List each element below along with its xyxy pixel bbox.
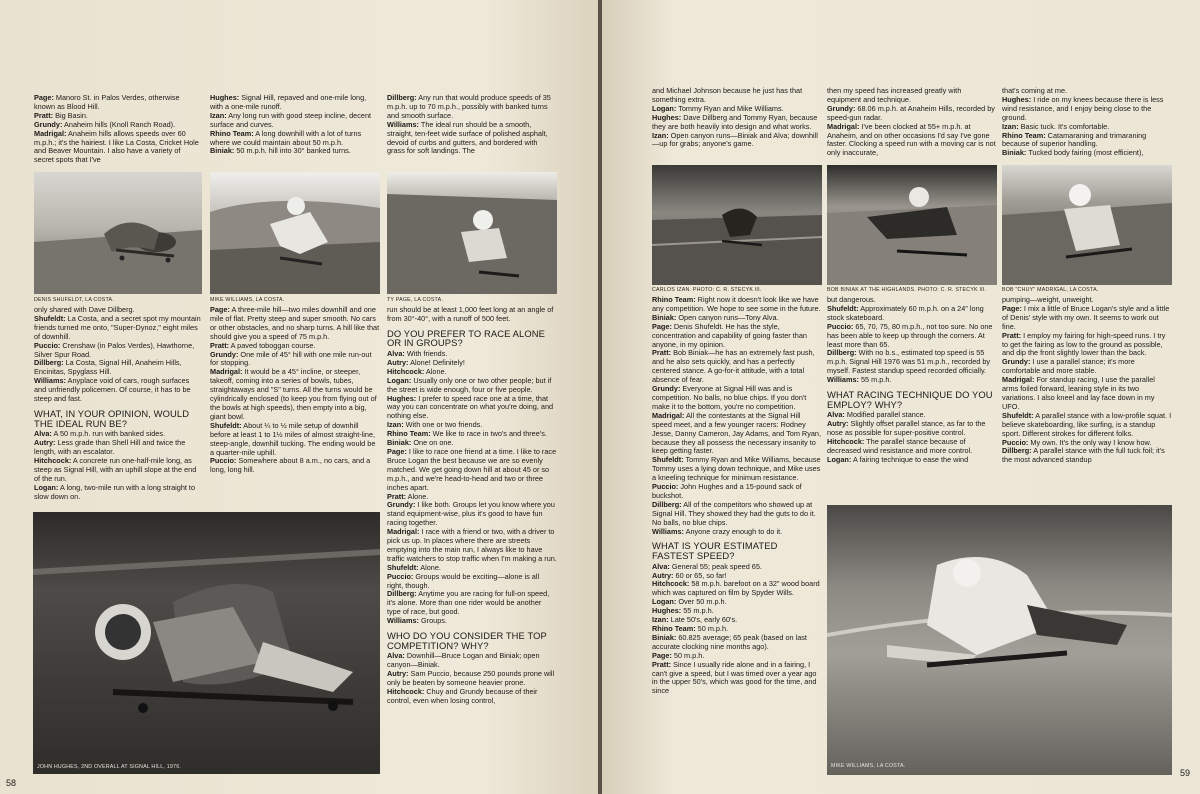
speaker-name: Madrigal:: [652, 410, 685, 420]
photo-bob-chuy-madrigal: [1002, 165, 1172, 285]
section-heading: WHAT RACING TECHNIQUE DO YOU EMPLOY? WHY?: [827, 389, 993, 410]
speaker-name: Williams:: [34, 376, 66, 386]
speaker-name: Shufeldt:: [210, 420, 242, 430]
answer-paragraph: [34, 484, 202, 502]
answer-paragraph: [1002, 447, 1172, 465]
speaker-name: Page:: [387, 446, 407, 456]
answer-paragraph: [1002, 149, 1172, 158]
answer-paragraph: [827, 420, 997, 438]
answer-paragraph: [827, 349, 997, 376]
answer-text: Any run that would produce speeds of 35 m.p.h. up to 70 m.p.h., possibly with banked turns and smooth surface.: [387, 94, 551, 120]
answer-text: 50 m.p.h.: [695, 624, 729, 633]
speaker-name: Hitchcock:: [652, 579, 690, 589]
answer-text: Groups.: [418, 616, 447, 626]
answer-text: Open canyon runs—Biniak and Alva; downhill—up for grabs; anyone's game.: [652, 130, 818, 149]
answer-text: Anaheim hills allows speeds over 60 m.p.h.; it's the hairiest. I like La Costa, Cricket Hole and Beaver Mountain. I also have a variety of secret spots that I've: [34, 128, 199, 165]
answer-text: A long, two-mile run with a long straight to slow down on.: [34, 482, 196, 501]
answer-text: Tommy Ryan and Mike Williams, because Tommy uses a lying down technique, and Mike uses a kneeling technique for minimum resistance.: [652, 455, 821, 483]
answer-paragraph: [34, 94, 202, 112]
speaker-name: Izan:: [210, 110, 227, 120]
answer-text: 60.825 average; 65 peak (based on last accurate clocking nine months ago).: [652, 632, 807, 651]
answer-paragraph: [1002, 132, 1172, 150]
answer-paragraph: [1002, 376, 1172, 412]
answer-paragraph: [387, 573, 557, 591]
answer-paragraph: [652, 501, 822, 528]
answer-text: We like to race in two's and three's.: [430, 429, 547, 439]
answer-paragraph: [387, 121, 557, 157]
speaker-name: Hughes:: [1002, 94, 1032, 104]
answer-paragraph: [210, 422, 380, 458]
speaker-name: Hitchcock:: [387, 366, 425, 376]
answer-text: Anytime you are racing for full-on speed, it's alone. More than one rider would be another type of race, but good.: [387, 589, 550, 617]
speaker-name: Autry:: [387, 357, 409, 367]
answer-text: Basic tuck. It's comfortable.: [1018, 121, 1110, 131]
left-col1-bottom: [34, 306, 202, 509]
answer-text: Tucked body fairing (most efficient),: [1026, 148, 1144, 158]
speaker-name: Madrigal:: [387, 527, 420, 537]
answer-text: John Hughes and a 15-pound sack of buckshot.: [652, 482, 802, 500]
speaker-name: Izan:: [652, 615, 669, 625]
left-page: [0, 0, 598, 794]
answer-text: pumping—weight, unweight.: [1002, 296, 1094, 304]
answer-text: Anaheim hills (Knoll Ranch Road).: [62, 119, 176, 129]
answer-paragraph: [827, 456, 997, 465]
answer-paragraph: [210, 457, 380, 475]
answer-paragraph: [387, 590, 557, 617]
answer-text: Usually only one or two other people; but if the street is wide enough, four or five people.: [387, 375, 552, 394]
section-heading: WHO DO YOU CONSIDER THE TOP COMPETITION? WHY?: [387, 630, 547, 651]
answer-text: All of the competitors who showed up at Signal Hill. They showed they had the guts to do it. No balls, no blue chips.: [652, 499, 816, 527]
answer-paragraph: [34, 342, 202, 360]
photo-denis-shufeldt: [34, 172, 202, 294]
photo-mike-williams-2: [827, 505, 1172, 775]
answer-text: Open canyon runs—Tony Alva.: [676, 312, 779, 322]
right-col2-top: [827, 87, 997, 165]
right-col3-bottom: [1002, 296, 1172, 502]
speaker-name: Hughes:: [387, 393, 417, 403]
answer-text: I use a parallel stance; it's more comfortable and more stable.: [1002, 357, 1135, 376]
answer-paragraph: [1002, 358, 1172, 376]
answer-text: Catamaraning and trimaraning because of superior handling.: [1002, 130, 1147, 149]
speaker-name: Pratt:: [652, 348, 672, 358]
answer-text: Downhill—Bruce Logan and Biniak; open canyon—Biniak.: [387, 651, 540, 670]
speaker-name: Hughes:: [652, 112, 682, 122]
answer-text: 68.06 m.p.h. at Anaheim Hills, recorded by speed-gun radar.: [827, 103, 995, 122]
speaker-name: Page:: [1002, 303, 1022, 313]
answer-text: With no b.s., estimated top speed is 55 m.p.h. Signal Hill 1976 was 51 m.p.h., recorded by myself. Fastest standup speed recorded officially.: [827, 348, 991, 376]
r-photo2-credit: BOB BINIAK AT THE HIGHLANDS. PHOTO: C. R. STECYK III.: [827, 287, 987, 293]
answer-text: Bob Biniak—he has an extremely fast push, and he also sets quickly, and has a perfectly centered stance. A go-for-it attitude, with a total absence of fear.: [652, 348, 815, 385]
speaker-name: Rhino Team:: [210, 128, 254, 138]
answer-text: Alone.: [406, 491, 429, 501]
left-col2-top: [210, 94, 378, 172]
answer-text: then my speed has increased greatly with equipment and technique.: [827, 87, 962, 104]
speaker-name: Autry:: [387, 669, 409, 679]
answer-text: 60 or 65, so far!: [673, 570, 727, 580]
speaker-name: Izan:: [387, 420, 404, 430]
answer-paragraph: [210, 130, 378, 148]
speaker-name: Dillberg:: [34, 358, 64, 368]
speaker-name: Page:: [34, 94, 54, 102]
answer-text: My own. It's the only way I know how.: [1028, 437, 1152, 447]
r-photo4-credit: MIKE WILLIAMS, LA COSTA.: [831, 763, 906, 769]
answer-text: I mix a little of Bruce Logan's style and a little of Denis' style with my own. It seems to work out fine.: [1002, 303, 1170, 331]
section-heading: WHAT, IN YOUR OPINION, WOULD THE IDEAL RUN BE?: [34, 407, 190, 429]
answer-text: Late 50's, early 60's.: [668, 615, 738, 625]
answer-text: Any long run with good steep incline, decent surface and curves.: [210, 110, 372, 129]
answer-text: A parallel stance with the full tuck foil; it's the most advanced standup: [1002, 446, 1165, 465]
answer-paragraph: [652, 87, 822, 105]
answer-text: About ¼ to ½ mile setup of downhill before at least 1 to 1½ miles of almost straight-line, steep-angle, downhill tucking. The ending would be a quarter-mile uphill.: [210, 420, 376, 457]
speaker-name: Williams:: [827, 375, 859, 385]
answer-text: and Michael Johnson because he just has that something extra.: [652, 87, 803, 104]
photo4-credit: JOHN HUGHES, 2ND OVERALL AT SIGNAL HILL, 1976.: [37, 764, 182, 770]
section-heading: WHAT IS YOUR ESTIMATED FASTEST SPEED?: [652, 540, 778, 562]
answer-text: A concrete run one-half-mile long, as steep as Signal Hill, with an uphill slope at the end of the run.: [34, 455, 197, 483]
answer-text: Tommy Ryan and Mike Williams.: [676, 103, 784, 113]
speaker-name: Grundy:: [387, 500, 416, 510]
photo-ty-page: [387, 172, 557, 294]
left-col2-bottom: [210, 306, 380, 509]
answer-paragraph: [1002, 332, 1172, 359]
answer-paragraph: [827, 123, 997, 159]
speaker-name: Grundy:: [652, 384, 681, 394]
answer-text: One mile of 45° hill with one mile run-out for stopping.: [210, 349, 372, 368]
answer-text: Signal Hill, repaved and one-mile long, with a one-mile runoff.: [210, 94, 367, 111]
answer-paragraph: [210, 306, 380, 342]
answer-text: Since I usually ride alone and in a fairing, I can't give a speed, but I was timed over a year ago in the upper 50's, which was good for the time, and since: [652, 659, 817, 696]
speaker-name: Puccio:: [34, 340, 61, 350]
speaker-name: Shufeldt:: [652, 455, 684, 465]
speaker-name: Rhino Team:: [387, 429, 431, 439]
answer-text: Alone! Definitely!: [408, 357, 465, 367]
photo-john-hughes: [33, 512, 380, 774]
answer-text: Big Basin.: [53, 110, 88, 120]
answer-paragraph: [652, 528, 822, 537]
answer-paragraph: [1002, 305, 1172, 332]
speaker-name: Dillberg:: [652, 499, 682, 509]
photo2-credit: MIKE WILLIAMS, LA COSTA.: [210, 297, 285, 303]
speaker-name: Madrigal:: [34, 128, 67, 138]
r-photo1-credit: CARLOS IZAN. PHOTO: C. R. STECYK III.: [652, 287, 762, 293]
answer-text: I like to race one friend at a time. I like to race Bruce Logan the best because we are so evenly matched. We get going down hill at about 45 or so m.p.h., and we're head-to-head and two or three inches apart.: [387, 446, 557, 492]
answer-text: Groups would be exciting—alone is all right, though.: [387, 571, 540, 590]
speaker-name: Dillberg:: [387, 94, 417, 102]
answer-paragraph: [652, 114, 822, 132]
answer-text: The parallel stance because of decreased wind resistance and more control.: [827, 436, 973, 455]
photo-bob-biniak: [827, 165, 997, 285]
answer-text: Crenshaw (in Palos Verdes), Hawthorne, Silver Spur Road.: [34, 340, 195, 359]
speaker-name: Biniak:: [1002, 148, 1027, 158]
answer-paragraph: [387, 670, 557, 688]
answer-text: A long downhill with a lot of turns where we could maintain about 50 m.p.h.: [210, 128, 362, 147]
speaker-name: Biniak:: [652, 312, 677, 322]
answer-paragraph: [387, 448, 557, 493]
section-heading: DO YOU PREFER TO RACE ALONE OR IN GROUPS?: [387, 327, 545, 349]
speaker-name: Alva:: [387, 349, 405, 358]
speaker-name: Williams:: [387, 616, 419, 626]
answer-paragraph: [210, 147, 378, 156]
speaker-name: Biniak:: [387, 438, 412, 448]
answer-paragraph: [387, 528, 557, 564]
left-col1-top: [34, 94, 202, 172]
speaker-name: Pratt:: [387, 491, 407, 501]
answer-paragraph: [1002, 96, 1172, 123]
speaker-name: Izan:: [652, 130, 669, 140]
answer-text: 55 m.p.h.: [681, 606, 714, 616]
speaker-name: Hitchcock:: [387, 686, 425, 696]
speaker-name: Puccio:: [1002, 437, 1029, 447]
answer-paragraph: [34, 457, 202, 484]
speaker-name: Puccio:: [652, 482, 679, 492]
answer-text: Dave Dillberg and Tommy Ryan, because they are both heavily into design and what works.: [652, 112, 818, 131]
answer-paragraph: [827, 105, 997, 123]
speaker-name: Grundy:: [210, 349, 239, 359]
right-col1-top: [652, 87, 822, 165]
answer-paragraph: [387, 617, 557, 626]
r-photo3-credit: BOB "CHUY" MADRIGAL, LA COSTA.: [1002, 287, 1099, 293]
speaker-name: Page:: [652, 650, 672, 660]
answer-text: Sam Puccio, because 250 pounds prone will only be beaten by someone heavier prone.: [387, 669, 555, 687]
speaker-name: Shufeldt:: [1002, 410, 1034, 420]
page-number-left: 58: [6, 778, 17, 788]
answer-paragraph: [387, 94, 557, 121]
answer-text: With one or two friends.: [403, 420, 483, 430]
answer-paragraph: [210, 368, 380, 421]
right-col2-bottom: [827, 296, 997, 502]
speaker-name: Rhino Team:: [652, 296, 696, 304]
answer-paragraph: [34, 359, 202, 377]
answer-text: A three-mile hill—two miles downhill and one mile of flat. Pretty steep and super smooth. No cars or other obstacles, and no sharp turns. A hill like that should give you a speed of 75 m.p.h.: [210, 306, 380, 341]
answer-paragraph: [652, 456, 822, 483]
answer-paragraph: [210, 112, 378, 130]
speaker-name: Page:: [210, 306, 230, 314]
left-col3-top: [387, 94, 557, 172]
speaker-name: Williams:: [387, 119, 419, 129]
answer-paragraph: [827, 438, 997, 456]
answer-text: 58 m.p.h. barefoot on a 32" wood board which was captured on film by Spyder Wills.: [652, 579, 820, 598]
speaker-name: Alva:: [652, 561, 670, 571]
answer-text: La Costa, Signal Hill, Anaheim Hills, Encinitas, Spyglass Hill.: [34, 358, 182, 377]
answer-paragraph: [652, 661, 822, 697]
speaker-name: Hitchcock:: [827, 436, 865, 446]
answer-paragraph: [652, 634, 822, 652]
answer-paragraph: [827, 323, 997, 350]
speaker-name: Rhino Team:: [1002, 130, 1046, 140]
answer-text: Over 50 m.p.h.: [676, 597, 727, 607]
answer-paragraph: [387, 377, 557, 395]
speaker-name: Page:: [652, 321, 672, 331]
answer-text: 50 m.p.h.: [671, 650, 705, 660]
right-page: [602, 0, 1200, 794]
speaker-name: Rhino Team:: [652, 624, 696, 633]
answer-text: All the contestants at the Signal Hill speed meet, and a few younger racers: Rodney Jesse, Danny Cameron, Jay Adams, and Tom Ryan, because they all possess the necessary insanity to keep getting faster.: [652, 410, 821, 456]
answer-text: With friends.: [404, 349, 448, 358]
photo3-credit: TY PAGE, LA COSTA.: [387, 297, 443, 303]
speaker-name: Logan:: [387, 375, 412, 385]
answer-paragraph: [387, 688, 557, 706]
answer-text: Right now it doesn't look like we have any competition. We hope to see some in the future.: [652, 296, 821, 313]
answer-text: 50 m.p.h. hill into 30° banked turns.: [234, 146, 351, 156]
photo-mike-williams-1: [210, 172, 380, 294]
answer-text: Chuy and Grundy because of their control, even when losing control,: [387, 686, 538, 705]
answer-text: I race with a friend or two, with a driver to pick us up. In places where there are streets emptying into the main run, I always like to have traffic watchers to stop traffic when I'm making a run.: [387, 527, 557, 563]
speaker-name: Pratt:: [652, 659, 672, 669]
answer-paragraph: [652, 132, 822, 150]
speaker-name: Shufeldt:: [827, 303, 859, 313]
speaker-name: Williams:: [652, 526, 684, 536]
speaker-name: Izan:: [1002, 121, 1019, 131]
speaker-name: Puccio:: [210, 456, 237, 466]
speaker-name: Pratt:: [1002, 330, 1022, 340]
answer-text: only shared with Dave Dillberg.: [34, 306, 135, 314]
answer-text: 55 m.p.h.: [858, 375, 892, 385]
answer-paragraph: [34, 130, 202, 166]
answer-text: run should be at least 1,000 feet long at an angle of from 30°-40°, with a runoff of 500 feet.: [387, 306, 554, 323]
answer-text: It would be a 45° incline, or steeper, takeoff, coming into a series of bowls, tubes, straightaways and "S" turns. All the turns would be cylindrically enclosed (to keep you from flying out of the bowls at high speeds), then empty into a big, giant bowl.: [210, 367, 377, 421]
answer-paragraph: [34, 377, 202, 404]
answer-paragraph: [652, 296, 822, 314]
answer-text: A paved toboggan course.: [229, 340, 316, 350]
answer-paragraph: [652, 349, 822, 385]
answer-text: A parallel stance with a low-profile squat. I believe skateboarding, like surfing, is a standup sport. Different strokes for different folks.: [1002, 410, 1172, 438]
speaker-name: Alva:: [387, 651, 405, 661]
answer-text: 65, 70, 75, 80 m.p.h., not too sure. No one has been able to keep up through the corners. At least more than 65.: [827, 321, 993, 349]
answer-text: General 55; peak speed 65.: [669, 561, 762, 571]
speaker-name: Dillberg:: [1002, 446, 1032, 456]
answer-text: Anyone crazy enough to do it.: [683, 526, 783, 536]
answer-paragraph: [827, 87, 997, 105]
speaker-name: Hughes:: [652, 606, 682, 616]
answer-paragraph: [652, 385, 822, 412]
answer-paragraph: [652, 483, 822, 501]
speaker-name: Logan:: [652, 103, 677, 113]
answer-paragraph: [34, 439, 202, 457]
answer-text: that's coming at me.: [1002, 87, 1068, 95]
answer-paragraph: [387, 395, 557, 422]
speaker-name: Dillberg:: [387, 589, 417, 599]
answer-paragraph: [210, 351, 380, 369]
answer-text: Approximately 60 m.p.h. on a 24" long stock skateboard.: [827, 303, 984, 322]
speaker-name: Puccio:: [827, 321, 854, 331]
answer-text: Less grade than Shell Hill and twice the length, with an escalator.: [34, 438, 186, 456]
answer-paragraph: [652, 580, 822, 598]
speaker-name: Grundy:: [827, 103, 856, 113]
answer-text: One on one.: [411, 438, 454, 448]
speaker-name: Shufeldt:: [387, 562, 419, 572]
answer-text: but dangerous.: [827, 296, 876, 304]
answer-text: Alone.: [418, 562, 441, 572]
left-col3-bottom: [387, 306, 557, 780]
answer-text: I've been clocked at 55+ m.p.h. at Anaheim, and on other occasions I'd say I've gone faster. Clocking a speed run with a moving car is not only inaccurate,: [827, 121, 996, 158]
speaker-name: Alva:: [34, 429, 52, 439]
speaker-name: Autry:: [827, 419, 849, 429]
speaker-name: Pratt:: [34, 110, 54, 120]
speaker-name: Biniak:: [652, 632, 677, 642]
answer-text: Manoro St. in Palos Verdes, otherwise known as Blood Hill.: [34, 94, 180, 111]
speaker-name: Hughes:: [210, 94, 240, 102]
answer-text: I employ my fairing for high-speed runs. I try to get the fairing as low to the ground as possible, and dip the front slightly lower than the back.: [1002, 330, 1166, 358]
answer-text: Somewhere about 8 a.m., no cars, and a long, long hill.: [210, 456, 371, 475]
answer-paragraph: [827, 305, 997, 323]
right-col1-bottom: [652, 296, 822, 780]
speaker-name: Logan:: [34, 482, 59, 492]
speaker-name: Grundy:: [34, 119, 63, 129]
answer-paragraph: [652, 412, 822, 457]
page-number-right: 59: [1180, 768, 1191, 778]
speaker-name: Dillberg:: [827, 348, 857, 358]
answer-text: A fairing technique to ease the wind: [851, 454, 969, 464]
answer-paragraph: [387, 306, 557, 324]
answer-text: I prefer to speed race one at a time, that way you can concentrate on what you're doing, and nothing else.: [387, 393, 554, 421]
answer-text: I like both. Groups let you know where you stand equipment-wise, plus it's good to have fun racing together.: [387, 500, 555, 528]
speaker-name: Madrigal:: [827, 121, 860, 131]
answer-paragraph: [652, 323, 822, 350]
answer-text: Alone.: [424, 366, 447, 376]
answer-text: Modified parallel stance.: [844, 410, 926, 420]
answer-paragraph: [387, 652, 557, 670]
speaker-name: Autry:: [652, 570, 674, 580]
answer-text: Denis Shufeldt. He has the style, concentration and capability of going faster than anyone, in my opinion.: [652, 321, 807, 349]
answer-text: I ride on my knees because there is less wind resistance, and I enjoy being close to the ground.: [1002, 94, 1164, 122]
answer-paragraph: [827, 376, 997, 385]
answer-paragraph: [387, 501, 557, 528]
photo1-credit: DENIS SHUFELDT, LA COSTA.: [34, 297, 114, 303]
speaker-name: Autry:: [34, 438, 56, 448]
speaker-name: Puccio:: [387, 571, 414, 581]
answer-paragraph: [210, 94, 378, 112]
photo-carlos-izan: [652, 165, 822, 285]
right-col3-top: [1002, 87, 1172, 165]
answer-text: The ideal run should be a smooth, straight, ten-feet wide surface of polished asphalt, devoid of curbs and gutters, and bordered with grass for soft landings. The: [387, 119, 548, 156]
speaker-name: Logan:: [827, 454, 852, 464]
speaker-name: Biniak:: [210, 146, 235, 156]
answer-text: Slightly offset parallel stance, as far to the nose as possible for super-positive control.: [827, 419, 986, 438]
speaker-name: Hitchcock:: [34, 455, 72, 465]
answer-text: For standup racing, I use the parallel arms foiled forward, leaning style in its two variations. I also kneel and lay face down in my UFO.: [1002, 375, 1155, 411]
speaker-name: Pratt:: [210, 340, 230, 350]
answer-text: La Costa, and a secret spot my mountain friends turned me onto, "Super-Dynoz," eight miles of downhill.: [34, 313, 201, 341]
answer-paragraph: [1002, 412, 1172, 439]
speaker-name: Logan:: [652, 597, 677, 607]
answer-text: Everyone at Signal Hill was and is competition. No balls, no blue chips. If you don't make it to the bottom, you're no competition.: [652, 384, 807, 411]
speaker-name: Alva:: [827, 410, 845, 420]
speaker-name: Shufeldt:: [34, 313, 66, 323]
answer-text: A 50 m.p.h. run with banked sides.: [51, 429, 166, 439]
answer-text: Anyplace void of cars, rough surfaces and unfriendly policemen. Of course, it has to be steep and fast.: [34, 376, 191, 404]
speaker-name: Grundy:: [1002, 357, 1031, 367]
speaker-name: Madrigal:: [1002, 375, 1035, 385]
speaker-name: Madrigal:: [210, 367, 243, 377]
answer-paragraph: [34, 315, 202, 342]
